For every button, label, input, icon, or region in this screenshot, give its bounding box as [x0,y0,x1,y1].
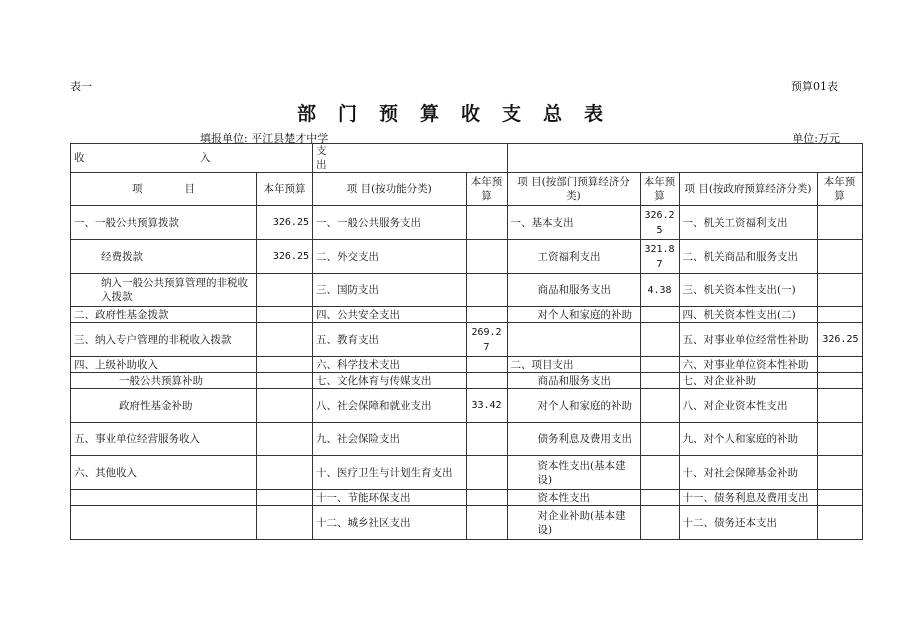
income-budget [257,307,313,323]
gov-item: 十二、债务还本支出 [679,506,817,540]
gov-budget [817,490,862,506]
gov-budget [817,389,862,423]
table-body [71,206,863,540]
dept-item: 对个人和家庭的补助 [507,307,640,323]
income-item: 一般公共预算补助 [71,373,257,389]
dept-item: 工资福利支出 [507,240,640,274]
func-budget [466,456,507,490]
page-title: 部门预算收支总表 [296,103,625,125]
func-budget [466,373,507,389]
income-budget [257,423,313,456]
func-item: 十、医疗卫生与计划生育支出 [313,456,467,490]
func-budget: 269.27 [466,323,507,357]
table-row [71,490,863,506]
func-item: 六、科学技术支出 [313,357,467,373]
income-budget: 326.25 [257,206,313,240]
gov-budget [817,206,862,240]
func-budget [466,357,507,373]
gov-item: 四、机关资本性支出(二) [679,307,817,323]
func-item: 三、国防支出 [313,274,467,307]
currency-unit: 单位:万元 [792,132,840,145]
table-row [71,373,863,389]
income-item [71,490,257,506]
table-row [71,240,863,274]
dept-item: 二、项目支出 [507,357,640,373]
table-row [71,323,863,357]
budget-summary-table [70,143,863,540]
income-group-header: 收 入 [71,144,313,173]
dept-item [507,323,640,357]
income-item: 一、一般公共预算拨款 [71,206,257,240]
func-item: 四、公共安全支出 [313,307,467,323]
func-item: 五、教育支出 [313,323,467,357]
dept-budget [640,506,679,540]
gov-budget [817,373,862,389]
col-item: 项 目 [71,173,257,206]
table-row [71,456,863,490]
func-item: 七、文化体育与传媒支出 [313,373,467,389]
dept-budget: 321.87 [640,240,679,274]
dept-budget [640,389,679,423]
table-row [71,357,863,373]
gov-item: 九、对个人和家庭的补助 [679,423,817,456]
gov-item: 三、机关资本性支出(一) [679,274,817,307]
income-item: 六、其他收入 [71,456,257,490]
income-budget [257,323,313,357]
dept-budget [640,307,679,323]
func-item: 九、社会保险支出 [313,423,467,456]
gov-budget [817,456,862,490]
income-item: 三、纳入专户管理的非税收入拨款 [71,323,257,357]
dept-budget [640,323,679,357]
dept-item: 对企业补助(基本建设) [507,506,640,540]
col-func: 项 目(按功能分类) [313,173,467,206]
dept-budget [640,373,679,389]
func-item: 十一、节能环保支出 [313,490,467,506]
gov-item: 一、机关工资福利支出 [679,206,817,240]
col-budget: 本年预算 [640,173,679,206]
gov-budget: 326.25 [817,323,862,357]
income-item: 四、上级补助收入 [71,357,257,373]
gov-item: 六、对事业单位资本性补助 [679,357,817,373]
dept-budget [640,490,679,506]
dept-budget [640,423,679,456]
gov-item: 二、机关商品和服务支出 [679,240,817,274]
income-budget [257,357,313,373]
form-code: 预算01表 [791,80,838,93]
table-row [71,307,863,323]
dept-item: 资本性支出 [507,490,640,506]
func-item: 二、外交支出 [313,240,467,274]
table-row [71,389,863,423]
income-budget [257,389,313,423]
table-row [71,506,863,540]
table-number: 表一 [70,80,92,93]
income-item: 纳入一般公共预算管理的非税收入拨款 [71,274,257,307]
gov-item: 五、对事业单位经常性补助 [679,323,817,357]
func-budget: 33.42 [466,389,507,423]
income-budget [257,490,313,506]
income-item: 二、政府性基金拨款 [71,307,257,323]
income-budget [257,506,313,540]
income-budget: 326.25 [257,240,313,274]
gov-budget [817,307,862,323]
income-budget [257,373,313,389]
col-econ-gov: 项 目(按政府预算经济分类) [679,173,817,206]
gov-item: 七、对企业补助 [679,373,817,389]
func-budget [466,490,507,506]
gov-item: 八、对企业资本性支出 [679,389,817,423]
func-budget [466,423,507,456]
income-item: 五、事业单位经营服务收入 [71,423,257,456]
func-budget [466,506,507,540]
dept-budget [640,456,679,490]
income-item: 经费拨款 [71,240,257,274]
table-row [71,206,863,240]
income-budget [257,274,313,307]
func-item: 十二、城乡社区支出 [313,506,467,540]
dept-budget: 326.25 [640,206,679,240]
gov-budget [817,274,862,307]
gov-item: 十一、债务利息及费用支出 [679,490,817,506]
income-budget [257,456,313,490]
gov-budget [817,240,862,274]
gov-budget [817,357,862,373]
dept-item: 商品和服务支出 [507,373,640,389]
gov-item: 十、对社会保障基金补助 [679,456,817,490]
dept-budget: 4.38 [640,274,679,307]
func-budget [466,307,507,323]
col-budget: 本年预算 [257,173,313,206]
table-row [71,274,863,307]
dept-item: 对个人和家庭的补助 [507,389,640,423]
expense-group-header: 支 出 [313,144,467,173]
func-budget [466,240,507,274]
income-item: 政府性基金补助 [71,389,257,423]
dept-item: 债务利息及费用支出 [507,423,640,456]
func-budget [466,206,507,240]
col-budget: 本年预算 [466,173,507,206]
dept-budget [640,357,679,373]
col-budget: 本年预算 [817,173,862,206]
func-item: 一、一般公共服务支出 [313,206,467,240]
table-row [71,423,863,456]
func-item: 八、社会保障和就业支出 [313,389,467,423]
dept-item: 一、基本支出 [507,206,640,240]
dept-item: 商品和服务支出 [507,274,640,307]
gov-budget [817,423,862,456]
dept-item: 资本性支出(基本建设) [507,456,640,490]
gov-budget [817,506,862,540]
func-budget [466,274,507,307]
reporting-unit: 填报单位: 平江县楚才中学 [200,132,329,145]
col-econ-dept: 项 目(按部门预算经济分类) [507,173,640,206]
income-item [71,506,257,540]
